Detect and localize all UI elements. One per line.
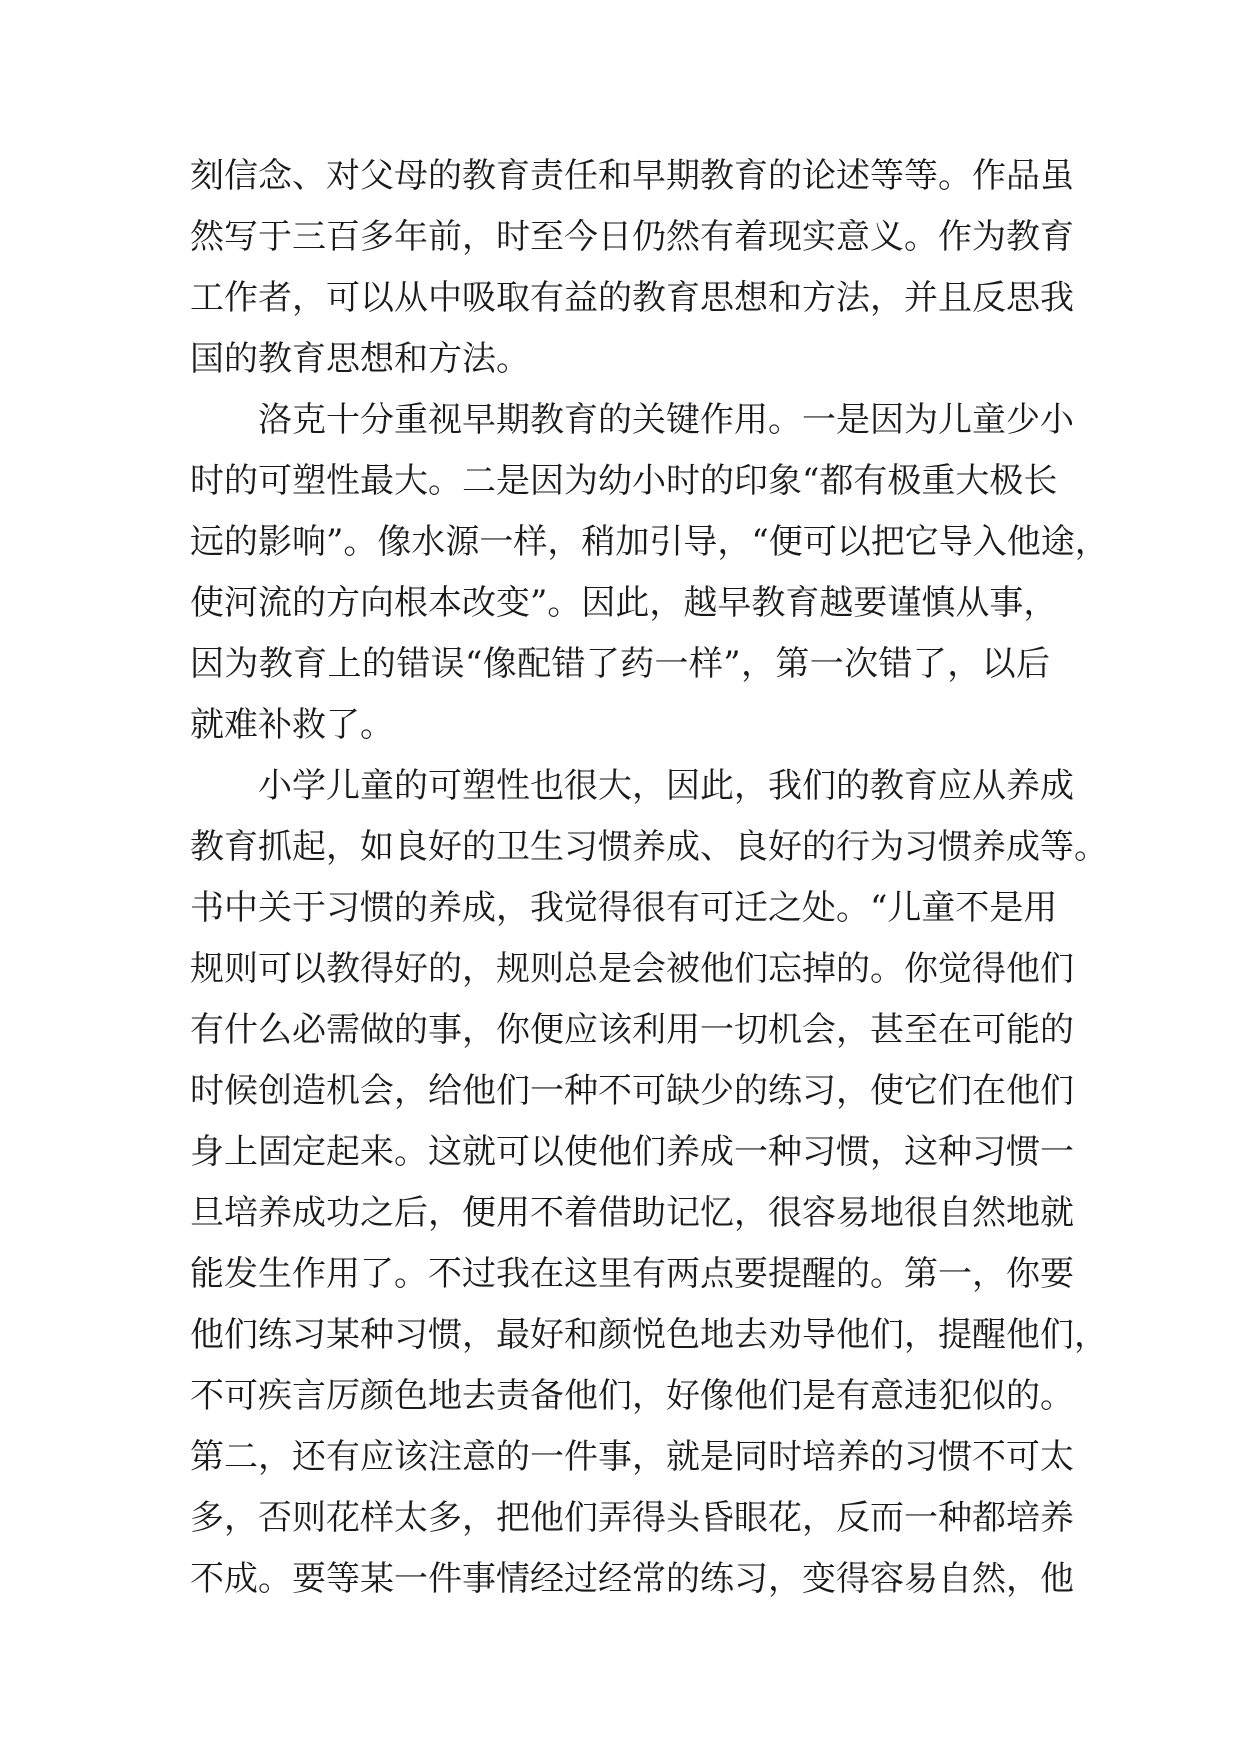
body-text xyxy=(190,146,1109,1610)
text-line: 不可疾言厉颜色地去责备他们，好像他们是有意违犯似的。 xyxy=(190,1376,1074,1416)
paragraph-first-line: 洛克十分重视早期教育的关键作用。一是因为儿童少小 xyxy=(258,400,1074,440)
paragraph-first-line: 小学儿童的可塑性也很大，因此，我们的教育应从养成 xyxy=(258,766,1074,806)
text-line: 不成。要等某一件事情经过经常的练习，变得容易自然，他 xyxy=(190,1559,1074,1599)
text-line: 使河流的方向根本改变”。因此，越早教育越要谨慎从事， xyxy=(190,583,1058,623)
text-line: 时的可塑性最大。二是因为幼小时的印象“都有极重大极长 xyxy=(190,461,1058,501)
text-line: 旦培养成功之后，便用不着借助记忆，很容易地很自然地就 xyxy=(190,1193,1074,1233)
text-line: 然写于三百多年前，时至今日仍然有着现实意义。作为教育 xyxy=(190,217,1074,257)
text-line: 因为教育上的错误“像配错了药一样”，第一次错了，以后 xyxy=(190,644,1050,684)
text-line: 教育抓起，如良好的卫生习惯养成、良好的行为习惯养成等。 xyxy=(190,827,1108,867)
text-line: 有什么必需做的事，你便应该利用一切机会，甚至在可能的 xyxy=(190,1010,1074,1050)
text-line: 书中关于习惯的养成，我觉得很有可迁之处。“儿童不是用 xyxy=(190,888,1058,928)
text-line: 就难补救了。 xyxy=(190,705,394,745)
text-line: 远的影响”。像水源一样，稍加引导，“便可以把它导入他途， xyxy=(190,522,1109,562)
text-line: 能发生作用了。不过我在这里有两点要提醒的。第一，你要 xyxy=(190,1254,1074,1294)
text-line: 工作者，可以从中吸取有益的教育思想和方法，并且反思我 xyxy=(190,278,1074,318)
text-line: 规则可以教得好的，规则总是会被他们忘掉的。你觉得他们 xyxy=(190,949,1074,989)
text-line: 他们练习某种习惯，最好和颜悦色地去劝导他们，提醒他们， xyxy=(190,1315,1108,1355)
text-line: 国的教育思想和方法。 xyxy=(190,339,530,379)
text-line: 时候创造机会，给他们一种不可缺少的练习，使它们在他们 xyxy=(190,1071,1074,1111)
text-line: 身上固定起来。这就可以使他们养成一种习惯，这种习惯一 xyxy=(190,1132,1074,1172)
text-line: 第二，还有应该注意的一件事，就是同时培养的习惯不可太 xyxy=(190,1437,1074,1477)
text-line: 多，否则花样太多，把他们弄得头昏眼花，反而一种都培养 xyxy=(190,1498,1074,1538)
text-line: 刻信念、对父母的教育责任和早期教育的论述等等。作品虽 xyxy=(190,156,1074,196)
